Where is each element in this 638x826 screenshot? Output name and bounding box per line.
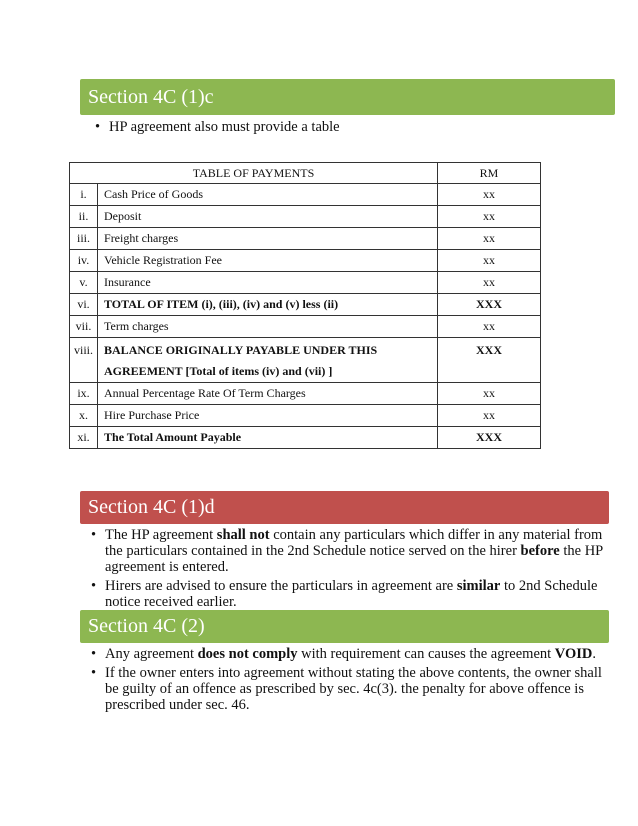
table-row: iii. Freight charges xx <box>70 228 541 250</box>
table-row: xi. The Total Amount Payable XXX <box>70 427 541 449</box>
section-4c2-bullets <box>91 646 611 716</box>
bullet-shall-not-differ: • The HP agreement shall not contain any particulars which differ in any material from the particulars contained in the 2nd Schedule notice served on the hirer before the HP agreement is entered. <box>91 527 611 575</box>
table-title: TABLE OF PAYMENTS <box>70 163 438 184</box>
table-row: v. Insurance xx <box>70 272 541 294</box>
table-row: viii. BALANCE ORIGINALLY PAYABLE UNDER THIS AGREEMENT [Total of items (iv) and (vii) ] XXX <box>70 338 541 383</box>
section-4c1c-banner <box>80 79 615 115</box>
section-4c1d-title: Section 4C (1)d <box>88 496 215 518</box>
bullet-void-agreement: • Any agreement does not comply with requirement can causes the agreement VOID. <box>91 646 611 662</box>
table-row: iv. Vehicle Registration Fee xx <box>70 250 541 272</box>
table-row: x. Hire Purchase Price xx <box>70 405 541 427</box>
bullet-offence-penalty: • If the owner enters into agreement without stating the above contents, the owner shall be guilty of an offence as prescribed by sec. 4c(3). the penalty for above offence is prescribed under sec. 46. <box>91 665 611 713</box>
bullet-similar-particulars: • Hirers are advised to ensure the particulars in agreement are similar to 2nd Schedule notice received earlier. <box>91 578 611 610</box>
section-4c2-banner <box>80 610 609 643</box>
bullet-hp-table: • HP agreement also must provide a table <box>95 119 595 135</box>
table-header-row <box>70 163 541 184</box>
rm-header: RM <box>438 163 541 184</box>
section-4c1c-bullets <box>95 119 595 138</box>
section-4c1d-bullets <box>91 527 611 613</box>
payments-table <box>69 162 541 449</box>
table-row: i. Cash Price of Goods xx <box>70 184 541 206</box>
table-row: ii. Deposit xx <box>70 206 541 228</box>
table-row: vii. Term charges xx <box>70 316 541 338</box>
section-4c1d-banner <box>80 491 609 524</box>
table-row: ix. Annual Percentage Rate Of Term Charges xx <box>70 383 541 405</box>
section-4c1c-title: Section 4C (1)c <box>88 85 214 108</box>
section-4c2-title: Section 4C (2) <box>88 615 205 637</box>
table-row: vi. TOTAL OF ITEM (i), (iii), (iv) and (v) less (ii) XXX <box>70 294 541 316</box>
